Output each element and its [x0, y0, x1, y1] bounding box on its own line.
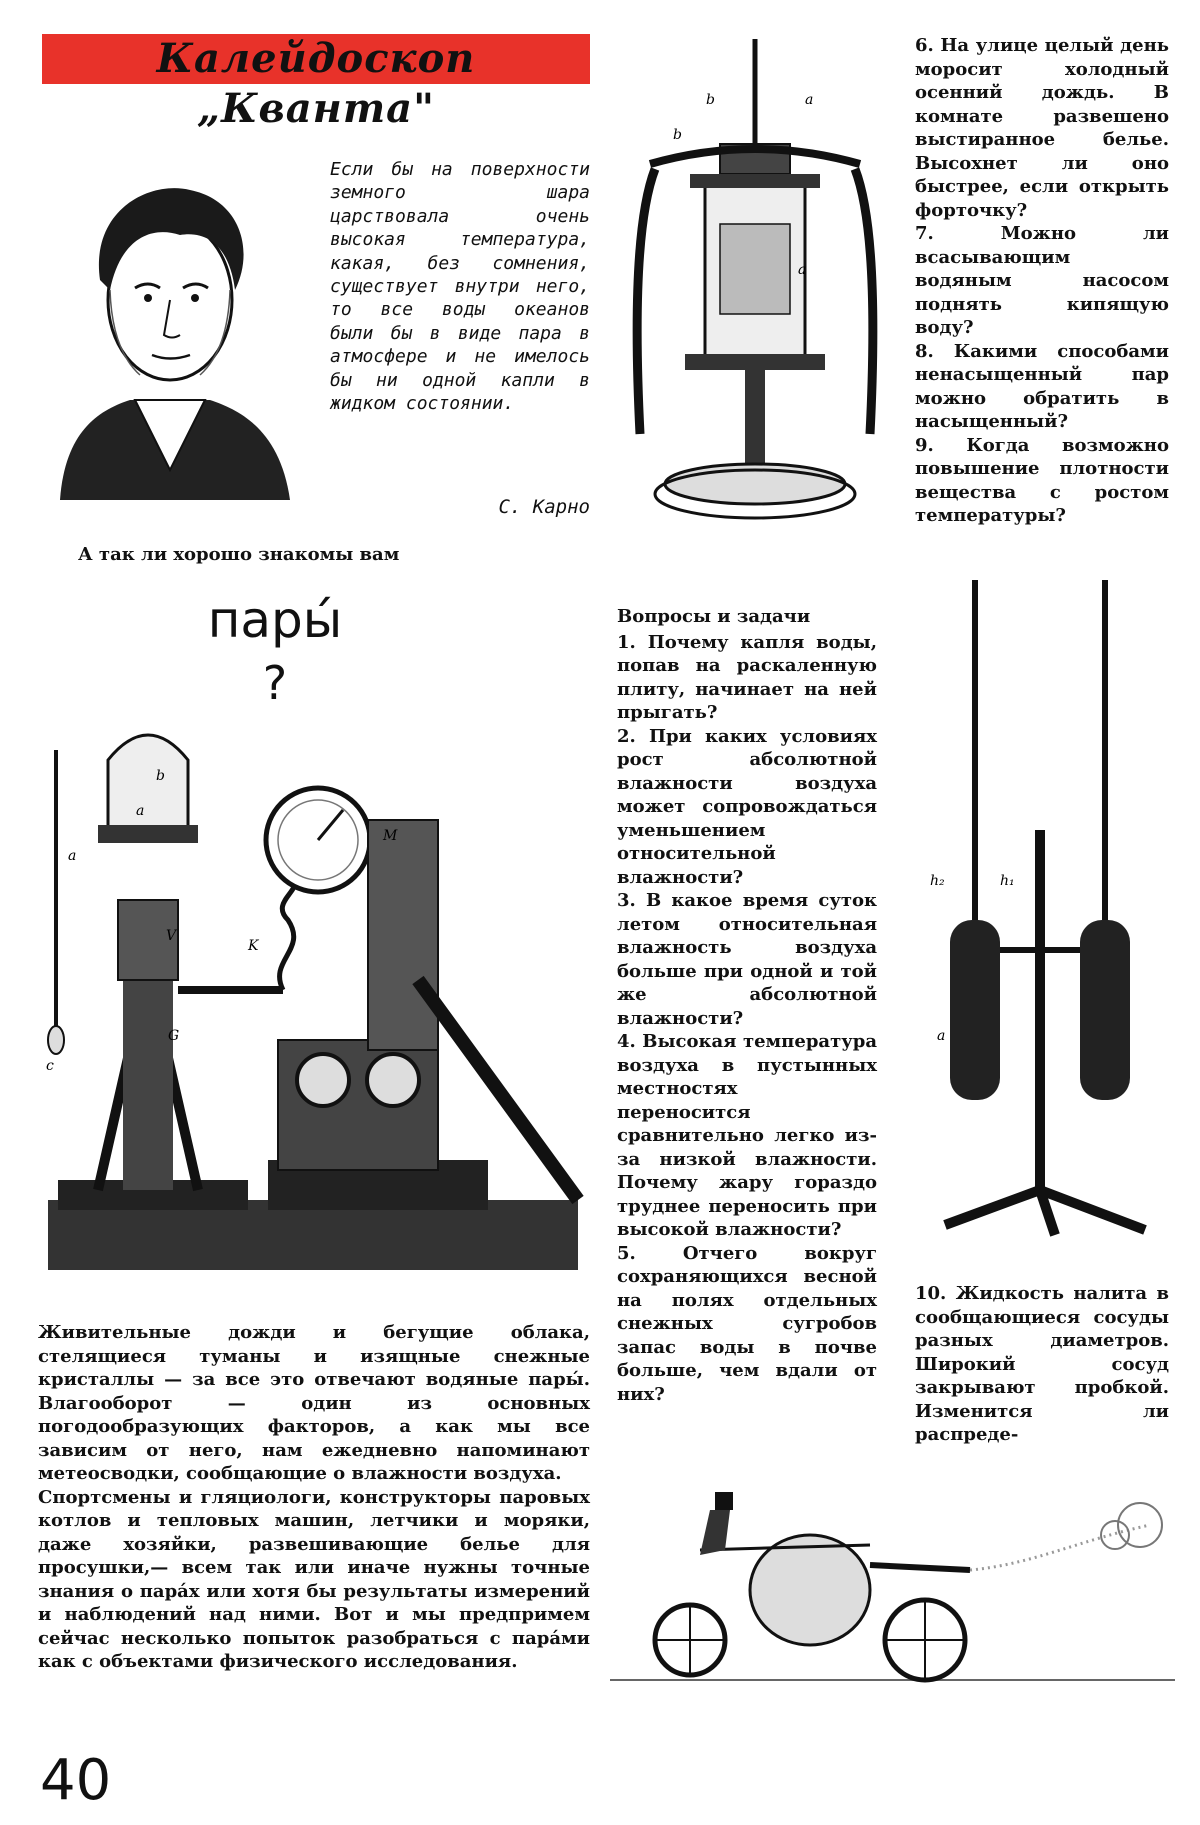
- steam-apparatus-illustration: [38, 720, 590, 1280]
- title-question-mark: ?: [262, 656, 288, 710]
- article-title: пары́: [207, 591, 343, 649]
- label-a-bell: a: [136, 803, 145, 819]
- questions-heading: Вопросы и задачи: [617, 606, 811, 627]
- banner-title: Калейдоскоп „Кванта": [156, 35, 476, 132]
- epigraph-author: С. Карно: [498, 496, 590, 518]
- label-b-side: b: [673, 127, 682, 143]
- question-1: 1. Почему капля воды, попав на раскаленную плиту, начинает на ней прыгать?: [617, 631, 877, 723]
- question-8: 8. Какими способами ненасыщенный пар можно обратить в насыщенный?: [915, 340, 1169, 432]
- question-2: 2. При каких условиях рост абсолютной влажности воздуха может сопровождаться уменьшением относительной влажности?: [617, 725, 877, 888]
- intro-line: А так ли хорошо знакомы вам: [78, 544, 400, 565]
- steam-carriage-illustration: [610, 1480, 1175, 1700]
- label-b-bell: b: [156, 768, 165, 784]
- main-paragraph-1: Живительные дожди и бегущие облака, стелящиеся туманы и изящные снежные кристаллы — за все это отвечают водяные пары́. Влагооборот — один из основных погодообразующих факторов, а как мы все зависим от него, нам ежедневно напоминают метеосводки, сообщающие о влажности воздуха.: [38, 1322, 590, 1484]
- label-c: c: [46, 1058, 54, 1074]
- question-10: 10. Жидкость налита в сообщающиеся сосуды разных диаметров. Широкий сосуд закрывают пробкой. Изменится ли распреде-: [915, 1283, 1169, 1445]
- question-9: 9. Когда возможно повышение плотности вещества с ростом температуры?: [915, 434, 1169, 526]
- question-3: 3. В какое время суток летом относительная влажность воздуха больше при одной и той же абсолютной влажности?: [617, 890, 877, 1029]
- questions-middle: [617, 605, 877, 1406]
- header-banner: [42, 34, 590, 132]
- label-h2: h₂: [930, 873, 945, 889]
- label-h1: h₁: [1000, 873, 1015, 889]
- question-7: 7. Можно ли всасывающим водяным насосом поднять кипящую воду?: [915, 223, 1169, 338]
- page-number: 40: [40, 1748, 112, 1813]
- main-text: [38, 1321, 590, 1674]
- label-v: V: [166, 928, 177, 944]
- label-m: M: [383, 828, 398, 844]
- label-b-top: b: [706, 92, 715, 108]
- question-4: 4. Высокая температура воздуха в пустынных местностях переносится сравнительно легко из-за низкой влажности. Почему жару гораздо труднее переносить при высокой влажности?: [617, 1031, 877, 1240]
- vacuum-pump-apparatus-illustration: [610, 34, 900, 534]
- label-a-top: a: [805, 92, 814, 108]
- hygrometer-illustration: [905, 570, 1175, 1250]
- questions-right-top: [915, 34, 1169, 528]
- label-a-side: a: [798, 262, 807, 278]
- label-a-tube: a: [68, 848, 77, 864]
- label-k: K: [248, 938, 259, 954]
- main-paragraph-2: Спортсмены и гляциологи, конструкторы паровых котлов и тепловых машин, летчики и моряки, даже хозяйки, развешивающие белье для просушки,— всем так или иначе нужны точные знания о пара́х или хотя бы результаты измерений и наблюдений над ними. Вот и мы предпримем сейчас несколько попыток разобраться с пара́ми как с объектами физического исследования.: [38, 1486, 590, 1672]
- epigraph-text: Если бы на поверхности земного шара царствовала очень высокая температура, какая, без сомнения, существует внутри него, то все воды океанов были бы в виде пара в атмосфере и не имелось бы ни одной капли в жидком состоянии.: [330, 159, 590, 415]
- portrait-carnot-illustration: [40, 170, 300, 510]
- question-5: 5. Отчего вокруг сохраняющихся весной на полях отдельных снежных сугробов запас воды в почве больше, чем вдали от них?: [617, 1242, 877, 1405]
- question-6: 6. На улице целый день моросит холодный осенний дождь. В комнате развешено выстиранное белье. Высохнет ли оно быстрее, если открыть форточку?: [915, 35, 1169, 221]
- label-g: G: [168, 1028, 180, 1044]
- label-a-hygro: a: [937, 1028, 946, 1044]
